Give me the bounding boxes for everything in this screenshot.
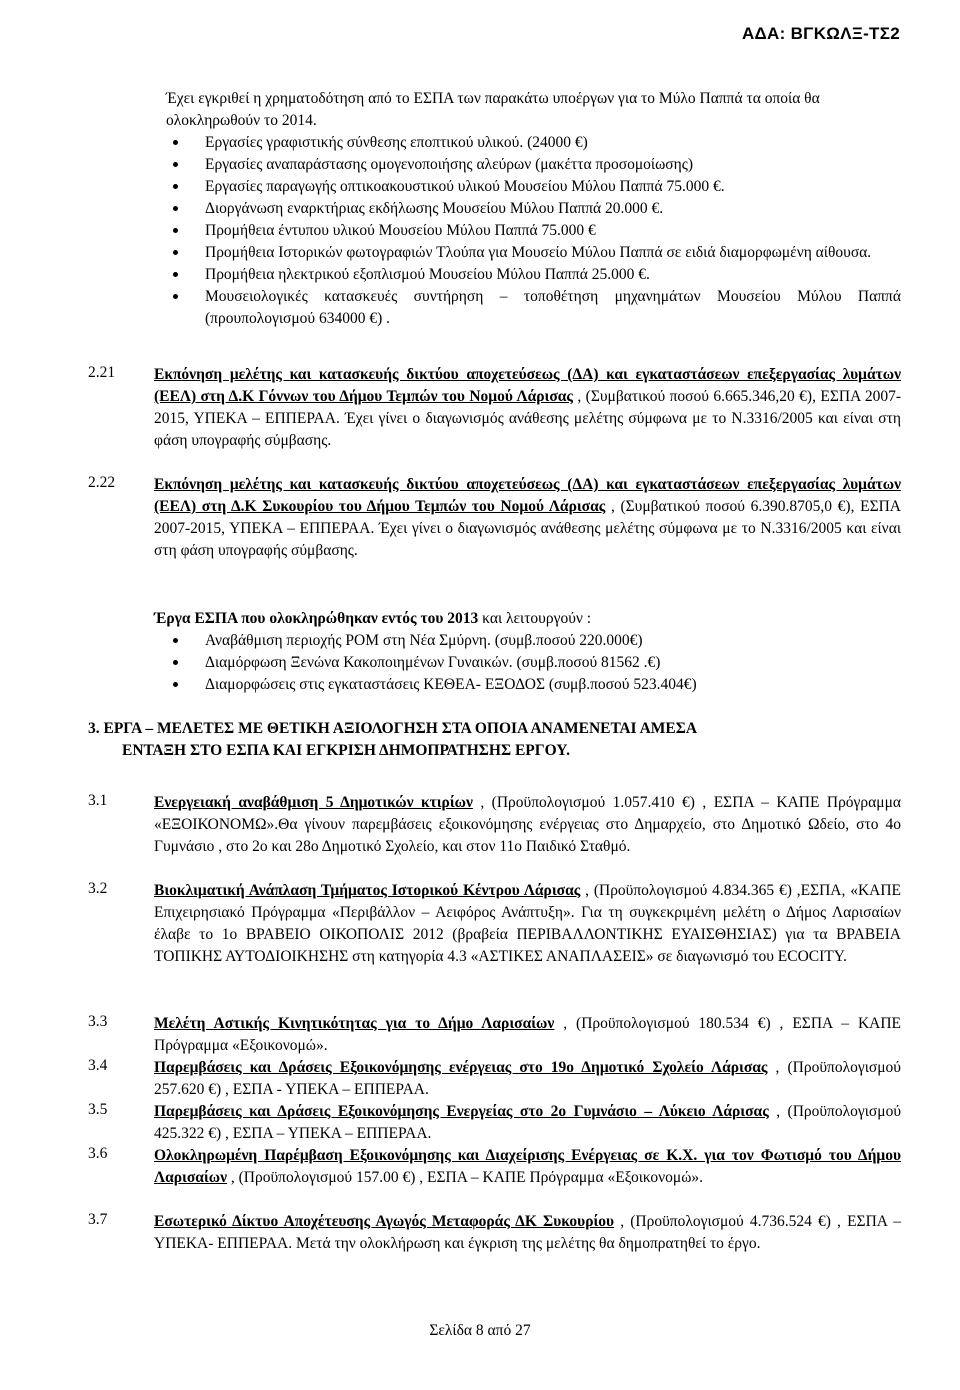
item-title: Εσωτερικό Δίκτυο Αποχέτευσης Αγωγός Μεταφοράς ΔΚ Συκουρίου [154, 1213, 615, 1230]
section-3-line-2: ΕΝΤΑΞΗ ΣΤΟ ΕΣΠΑ ΚΑΙ ΕΓΚΡΙΣΗ ΔΗΜΟΠΡΑΤΗΣΗΣ ΕΡΓΟΥ. [122, 742, 570, 759]
item-number: 3.3 [88, 1013, 108, 1030]
item-number: 3.4 [88, 1057, 108, 1074]
completed-heading-bold: Έργα ΕΣΠΑ που ολοκληρώθηκαν εντός του 2013 [154, 610, 479, 627]
list-item: Εργασίες παραγωγής οπτικοακουστικού υλικού Μουσείου Μύλου Παππά 75.000 €. [185, 176, 901, 198]
list-item: Εργασίες αναπαράστασης ομογενοποιήσης αλεύρων (μακέττα προσομοίωσης) [185, 154, 901, 176]
completed-heading [154, 608, 901, 630]
item-body: , (Συμβατικού ποσού 6.390.8705,0 €), ΕΣΠΑ 2007-2015, ΥΠΕΚΑ – ΕΠΠΕΡΑΑ. Έχει γίνει ο διαγωνισμός ανάθεσης μελέτης σύμφωνα με το Ν.3316/2005 και είναι στη φάση υπογραφής σύμβασης. [154, 498, 901, 559]
item-title: Παρεμβάσεις και Δράσεις Εξοικονόμησης ενέργειας στο 19ο Δημοτικό Σχολείο Λάρισας [154, 1059, 768, 1076]
list-item: Εργασίες γραφιστικής σύνθεσης εποπτικού υλικού. (24000 €) [185, 132, 901, 154]
item-body: , (Προϋπολογισμού 1.057.410 €) , ΕΣΠΑ – ΚΑΠΕ Πρόγραμμα «ΕΞΟΙΚΟΝΟΜΩ».Θα γίνουν παρεμβάσεις εξοικονόμησης ενέργειας στο Δημαρχείο, στο Δημοτικό Ωδείο, στο 4ο Γυμνάσιο , στο 2ο και 28ο Δημοτικό Σχολείο, και στον 11ο Παιδικό Σταθμό. [154, 794, 902, 855]
item-number: 2.22 [88, 474, 116, 491]
item-body: , (Προϋπολογισμού 4.834.365 €) ,ΕΣΠΑ, «ΚΑΠΕ Επιχειρησιακό Πρόγραμμα «Περιβάλλον – Αειφόρος Ανάπτυξη». Για τη συγκεκριμένη μελέτη ο Δήμος Λαρισαίων έλαβε το 1ο ΒΡΑΒΕΙΟ ΟΙΚΟΠΟΛΙΣ 2012 (βραβεία ΠΕΡΙΒΑΛΛΟΝΤΙΚΗΣ ΕΥΑΙΣΘΗΣΙΑΣ) για τα ΒΡΑΒΕΙΑ ΤΟΠΙΚΗΣ ΑΥΤΟΔΙΟΙΚΗΣΗΣ στη κατηγορία 4.3 «ΑΣΤΙΚΕΣ ΑΝΑΠΛΑΣΕΙΣ» σε διαγωνισμό του ECOCITY. [154, 882, 902, 965]
item-body: , (Προϋπολογισμού 4.736.524 €) , ΕΣΠΑ – ΥΠΕΚΑ- ΕΠΠΕΡΑΑ. Μετά την ολοκλήρωση και έγκριση της μελέτης θα δημοπρατηθεί το έργο. [154, 1213, 901, 1252]
sub-items-list [185, 132, 901, 330]
item-3-1 [88, 792, 901, 858]
item-title: Βιοκλιματική Ανάπλαση Τμήματος Ιστορικού Κέντρου Λάρισας [154, 882, 581, 899]
page-number: Σελίδα 8 από 27 [429, 1322, 531, 1339]
list-item: Αναβάθμιση περιοχής ΡΟΜ στη Νέα Σμύρνη. (συμβ.ποσού 220.000€) [185, 630, 901, 652]
item-3-2 [88, 880, 901, 968]
section-3-heading [88, 718, 901, 762]
item-2-21 [88, 364, 901, 452]
item-body: , (Προϋπολογισμού 257.620 €) , ΕΣΠΑ - ΥΠΕΚΑ – ΕΠΠΕΡΑΑ. [154, 1059, 901, 1098]
item-number: 3.7 [88, 1211, 108, 1228]
item-number: 3.2 [88, 880, 108, 897]
completed-list [185, 630, 901, 696]
document-id: ΑΔΑ: ΒΓΚΩΛΞ-ΤΣ2 [741, 24, 900, 43]
completed-heading-rest: και λειτουργούν : [478, 610, 592, 627]
item-number: 3.1 [88, 792, 108, 809]
item-3-3 [88, 1013, 901, 1057]
item-body: , (Προϋπολογισμού 180.534 €) , ΕΣΠΑ – ΚΑΠΕ Πρόγραμμα «Εξοικονομώ». [154, 1015, 901, 1054]
item-body: , (Συμβατικού ποσού 6.665.346,20 €), ΕΣΠΑ 2007-2015, ΥΠΕΚΑ – ΕΠΠΕΡΑΑ. Έχει γίνει ο διαγωνισμός ανάθεσης μελέτης σύμφωνα με το Ν.3316/2005 και είναι στη φάση υπογραφής σύμβασης. [154, 388, 901, 449]
item-title: Εκπόνηση μελέτης και κατασκευής δικτύου αποχετεύσεως (ΔΑ) και εγκαταστάσεων επεξεργασίας λυμάτων (ΕΕΛ) στη Δ.Κ Γόννων του Δήμου Τεμπών του Νομού Λάρισας [154, 366, 901, 405]
item-3-6 [88, 1145, 901, 1189]
list-item: Διαμορφώσεις στις εγκαταστάσεις ΚΕΘΕΑ- ΕΞΟΔΟΣ (συμβ.ποσού 523.404€) [185, 674, 901, 696]
item-body: , (Προϋπολογισμού 157.00 €) , ΕΣΠΑ – ΚΑΠΕ Πρόγραμμα «Εξοικονομώ». [227, 1169, 704, 1186]
intro-paragraph [166, 88, 901, 132]
item-2-22 [88, 474, 901, 562]
item-number: 2.21 [88, 364, 116, 381]
item-title: Μελέτη Αστικής Κινητικότητας για το Δήμο Λαρισαίων [154, 1015, 555, 1032]
list-item: Μουσειολογικές κατασκευές συντήρηση – τοποθέτηση μηχανημάτων Μουσείου Μύλου Παππά (προυπολογισμού 634000 €) . [185, 286, 901, 330]
list-item: Προμήθεια ηλεκτρικού εξοπλισμού Μουσείου Μύλου Παππά 25.000 €. [185, 264, 901, 286]
list-item: Προμήθεια έντυπου υλικού Μουσείου Μύλου Παππά 75.000 € [185, 220, 901, 242]
item-number: 3.6 [88, 1145, 108, 1162]
item-title: Παρεμβάσεις και Δράσεις Εξοικονόμησης Ενεργείας στο 2ο Γυμνάσιο – Λύκειο Λάρισας [154, 1103, 769, 1120]
item-3-7 [88, 1211, 901, 1255]
item-body: , (Προϋπολογισμού 425.322 €) , ΕΣΠΑ – ΥΠΕΚΑ – ΕΠΠΕΡΑΑ. [154, 1103, 901, 1142]
item-3-4 [88, 1057, 901, 1101]
item-title: Ολοκληρωμένη Παρέμβαση Εξοικονόμησης και Διαχείρισης Ενέργειας σε Κ.Χ. για τον Φωτισμό του Δήμου Λαρισαίων [154, 1147, 901, 1186]
intro-text: Έχει εγκριθεί η χρηματοδότηση από το ΕΣΠΑ των παρακάτω υποέργων για το Μύλο Παππά τα οποία θα ολοκληρωθούν το 2014. [166, 90, 820, 129]
list-item: Διοργάνωση εναρκτήριας εκδήλωσης Μουσείου Μύλου Παππά 20.000 €. [185, 198, 901, 220]
item-title: Ενεργειακή αναβάθμιση 5 Δημοτικών κτιρίων [154, 794, 473, 811]
item-title: Εκπόνηση μελέτης και κατασκευής δικτύου αποχετεύσεως (ΔΑ) και εγκαταστάσεων επεξεργασίας λυμάτων (ΕΕΛ) στη Δ.Κ Συκουρίου του Δήμου Τεμπών του Νομού Λάρισας [154, 476, 901, 515]
item-3-5 [88, 1101, 901, 1145]
section-3-line-1: 3. ΕΡΓΑ – ΜΕΛΕΤΕΣ ΜΕ ΘΕΤΙΚΗ ΑΞΙΟΛΟΓΗΣΗ ΣΤΑ ΟΠΟΙΑ ΑΝΑΜΕΝΕΤΑΙ ΑΜΕΣΑ [88, 720, 698, 737]
list-item: Διαμόρφωση Ξενώνα Κακοποιημένων Γυναικών. (συμβ.ποσού 81562 .€) [185, 652, 901, 674]
list-item: Προμήθεια Ιστορικών φωτογραφιών Τλούπα για Μουσείο Μύλου Παππά σε ειδιά διαμορφωμένη αίθουσα. [185, 242, 901, 264]
item-number: 3.5 [88, 1101, 108, 1118]
